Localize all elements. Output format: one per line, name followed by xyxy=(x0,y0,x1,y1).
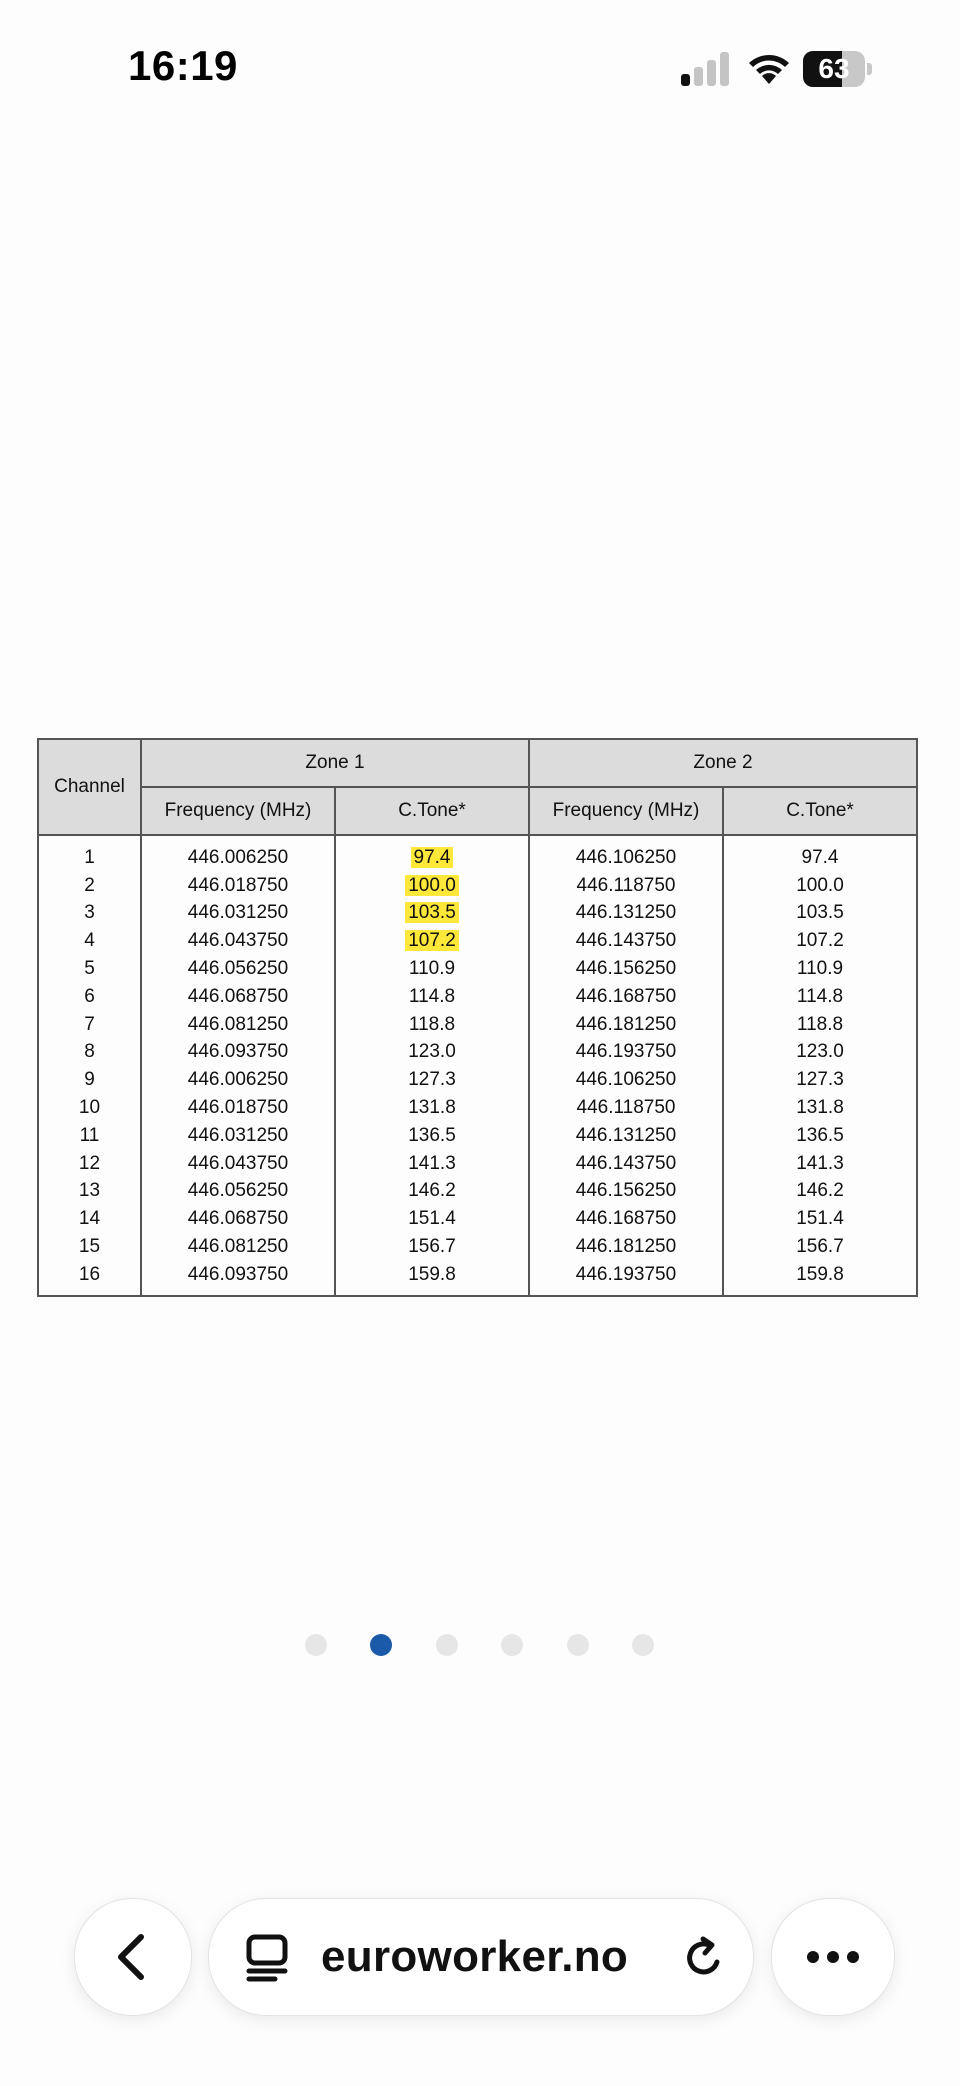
zone2-ctone-cell xyxy=(723,1122,917,1150)
channel-cell-text: 10 xyxy=(78,1097,101,1119)
zone2-ctone-cell-text: 123.0 xyxy=(796,1041,844,1063)
table-row xyxy=(38,872,917,900)
zone1-ctone-cell-text: 141.3 xyxy=(408,1152,456,1174)
zone2-ctone-cell-text: 141.3 xyxy=(796,1152,844,1174)
zone2-ctone-cell-text: 136.5 xyxy=(796,1124,844,1146)
zone1-frequency-cell xyxy=(141,900,335,928)
zone1-frequency-cell xyxy=(141,1178,335,1206)
zone2-frequency-cell-text: 446.143750 xyxy=(575,930,677,952)
zone1-frequency-cell-text: 446.081250 xyxy=(187,1236,289,1258)
zone2-ctone-cell xyxy=(723,1178,917,1206)
channel-cell-text: 9 xyxy=(84,1069,95,1091)
channel-cell-text: 1 xyxy=(84,846,95,868)
zone2-header: Zone 2 xyxy=(529,739,917,787)
zone1-frequency-cell xyxy=(141,1066,335,1094)
zone2-frequency-cell-text: 446.193750 xyxy=(575,1263,677,1285)
zone2-ctone-cell xyxy=(723,872,917,900)
channel-cell-text: 14 xyxy=(78,1208,101,1230)
zone2-ctone-cell xyxy=(723,1233,917,1261)
zone1-ctone-cell xyxy=(335,835,529,872)
zone2-frequency-header: Frequency (MHz) xyxy=(529,787,723,835)
zone1-ctone-cell-text: 118.8 xyxy=(408,1013,456,1035)
page-dot[interactable] xyxy=(501,1634,523,1656)
zone1-frequency-cell-text: 446.056250 xyxy=(187,958,289,980)
zone1-ctone-cell-text: 151.4 xyxy=(408,1208,456,1230)
more-dots-icon xyxy=(772,1899,894,2015)
table-row xyxy=(38,900,917,928)
channel-cell xyxy=(38,1066,141,1094)
zone2-frequency-cell xyxy=(529,983,723,1011)
frequency-table xyxy=(37,738,918,1297)
zone1-frequency-cell xyxy=(141,1233,335,1261)
zone1-frequency-cell-text: 446.081250 xyxy=(187,1013,289,1035)
zone2-ctone-cell-text: 151.4 xyxy=(796,1208,844,1230)
cellular-signal-icon xyxy=(681,52,731,86)
channel-cell xyxy=(38,983,141,1011)
channel-cell xyxy=(38,1122,141,1150)
zone1-ctone-cell xyxy=(335,1066,529,1094)
zone1-frequency-cell xyxy=(141,1122,335,1150)
zone2-frequency-cell xyxy=(529,1094,723,1122)
zone1-ctone-cell xyxy=(335,872,529,900)
zone2-ctone-cell xyxy=(723,900,917,928)
zone1-frequency-cell-text: 446.068750 xyxy=(187,1208,289,1230)
zone2-frequency-cell-text: 446.168750 xyxy=(575,985,677,1007)
zone1-ctone-cell-text: 107.2 xyxy=(405,930,459,951)
zone2-frequency-cell xyxy=(529,900,723,928)
back-button[interactable] xyxy=(74,1898,192,2016)
channel-cell xyxy=(38,927,141,955)
zone2-frequency-cell-text: 446.106250 xyxy=(575,846,677,868)
zone1-ctone-cell xyxy=(335,983,529,1011)
zone2-frequency-cell xyxy=(529,955,723,983)
channel-cell xyxy=(38,900,141,928)
channel-cell-text: 4 xyxy=(84,930,95,952)
zone1-frequency-cell-text: 446.031250 xyxy=(187,902,289,924)
zone1-frequency-header: Frequency (MHz) xyxy=(141,787,335,835)
zone1-ctone-cell xyxy=(335,955,529,983)
zone1-frequency-cell xyxy=(141,872,335,900)
channel-cell-text: 15 xyxy=(78,1236,101,1258)
zone2-frequency-cell-text: 446.181250 xyxy=(575,1236,677,1258)
zone1-frequency-cell xyxy=(141,927,335,955)
table-body xyxy=(38,835,917,1296)
zone2-frequency-cell xyxy=(529,1205,723,1233)
zone2-ctone-cell xyxy=(723,1039,917,1067)
channel-cell xyxy=(38,1011,141,1039)
zone2-frequency-cell-text: 446.156250 xyxy=(575,958,677,980)
table-row xyxy=(38,1261,917,1296)
zone2-frequency-cell-text: 446.106250 xyxy=(575,1069,677,1091)
zone2-ctone-cell xyxy=(723,835,917,872)
zone2-ctone-cell xyxy=(723,1261,917,1296)
zone2-ctone-cell-text: 131.8 xyxy=(796,1097,844,1119)
zone2-frequency-cell xyxy=(529,872,723,900)
zone1-frequency-cell-text: 446.056250 xyxy=(187,1180,289,1202)
page-dot[interactable] xyxy=(370,1634,392,1656)
status-bar xyxy=(0,0,960,140)
channel-cell xyxy=(38,835,141,872)
zone2-ctone-cell-text: 127.3 xyxy=(796,1069,844,1091)
zone1-frequency-cell-text: 446.006250 xyxy=(187,1069,289,1091)
zone1-ctone-cell-text: 136.5 xyxy=(408,1124,456,1146)
zone2-frequency-cell xyxy=(529,1178,723,1206)
table-row xyxy=(38,1178,917,1206)
zone2-frequency-cell-text: 446.118750 xyxy=(576,1097,676,1119)
zone2-frequency-cell-text: 446.181250 xyxy=(575,1013,677,1035)
zone2-ctone-cell xyxy=(723,1150,917,1178)
zone1-frequency-cell xyxy=(141,1150,335,1178)
zone1-ctone-cell xyxy=(335,1233,529,1261)
zone1-frequency-cell xyxy=(141,835,335,872)
zone2-frequency-cell xyxy=(529,835,723,872)
zone2-frequency-cell-text: 446.156250 xyxy=(575,1180,677,1202)
zone1-ctone-cell-text: 159.8 xyxy=(408,1263,456,1285)
zone2-frequency-cell-text: 446.143750 xyxy=(575,1152,677,1174)
channel-cell xyxy=(38,1039,141,1067)
zone1-ctone-cell-text: 114.8 xyxy=(408,985,456,1007)
zone2-ctone-cell-text: 97.4 xyxy=(801,846,839,868)
channel-cell-text: 11 xyxy=(79,1124,100,1146)
table-row xyxy=(38,1233,917,1261)
zone1-frequency-cell-text: 446.006250 xyxy=(187,846,289,868)
table-row xyxy=(38,835,917,872)
zone2-frequency-cell xyxy=(529,1066,723,1094)
zone2-frequency-cell-text: 446.131250 xyxy=(575,902,677,924)
zone1-ctone-cell xyxy=(335,1178,529,1206)
battery-icon xyxy=(803,51,873,87)
zone2-ctone-cell-text: 118.8 xyxy=(796,1013,844,1035)
table-row xyxy=(38,955,917,983)
zone1-ctone-cell-text: 103.5 xyxy=(405,902,459,923)
zone1-frequency-cell-text: 446.068750 xyxy=(187,985,289,1007)
zone2-frequency-cell-text: 446.193750 xyxy=(575,1041,677,1063)
zone1-header: Zone 1 xyxy=(141,739,529,787)
zone2-ctone-cell-text: 159.8 xyxy=(796,1263,844,1285)
wifi-icon xyxy=(746,50,792,86)
reload-icon[interactable] xyxy=(681,1935,727,1981)
page-indicator xyxy=(0,1632,960,1658)
channel-cell-text: 16 xyxy=(78,1263,101,1285)
zone2-ctone-cell xyxy=(723,927,917,955)
page-dot[interactable] xyxy=(436,1634,458,1656)
zone1-frequency-cell-text: 446.031250 xyxy=(187,1124,289,1146)
channel-cell xyxy=(38,955,141,983)
zone2-frequency-cell xyxy=(529,1122,723,1150)
zone1-frequency-cell-text: 446.018750 xyxy=(187,874,289,896)
zone1-ctone-cell xyxy=(335,927,529,955)
frequency-table-image xyxy=(37,738,916,1297)
battery-percent: 63 xyxy=(818,53,850,84)
zone1-frequency-cell-text: 446.043750 xyxy=(187,1152,289,1174)
table-row xyxy=(38,927,917,955)
channel-cell-text: 6 xyxy=(84,985,95,1007)
zone1-frequency-cell xyxy=(141,1039,335,1067)
reader-mode-icon[interactable] xyxy=(243,1933,291,1983)
channel-cell-text: 13 xyxy=(78,1180,101,1202)
zone2-frequency-cell xyxy=(529,1039,723,1067)
zone1-frequency-cell xyxy=(141,1094,335,1122)
zone1-ctone-cell xyxy=(335,1011,529,1039)
channel-header: Channel xyxy=(38,739,141,835)
zone1-ctone-cell xyxy=(335,1094,529,1122)
zone1-ctone-cell-text: 123.0 xyxy=(408,1041,456,1063)
zone1-frequency-cell-text: 446.093750 xyxy=(187,1041,289,1063)
page-dot[interactable] xyxy=(305,1634,327,1656)
zone2-ctone-cell xyxy=(723,1066,917,1094)
zone1-ctone-cell-text: 156.7 xyxy=(408,1236,456,1258)
zone2-ctone-cell xyxy=(723,1011,917,1039)
table-row xyxy=(38,1066,917,1094)
url-text[interactable]: euroworker.no xyxy=(321,1932,629,1981)
zone1-frequency-cell-text: 446.043750 xyxy=(187,930,289,952)
table-row xyxy=(38,1205,917,1233)
zone1-frequency-cell-text: 446.018750 xyxy=(187,1097,289,1119)
zone2-ctone-cell-text: 103.5 xyxy=(796,902,844,924)
zone2-frequency-cell xyxy=(529,1233,723,1261)
zone1-ctone-cell xyxy=(335,1261,529,1296)
more-button[interactable] xyxy=(771,1898,895,2016)
zone1-ctone-cell xyxy=(335,900,529,928)
zone1-frequency-cell-text: 446.093750 xyxy=(187,1263,289,1285)
zone2-ctone-cell-text: 114.8 xyxy=(796,985,844,1007)
zone2-ctone-cell xyxy=(723,955,917,983)
zone1-frequency-cell xyxy=(141,983,335,1011)
zone2-ctone-header: C.Tone* xyxy=(723,787,917,835)
zone2-ctone-cell-text: 110.9 xyxy=(796,958,844,980)
zone1-ctone-cell xyxy=(335,1150,529,1178)
zone2-ctone-cell xyxy=(723,1094,917,1122)
zone2-ctone-cell xyxy=(723,1205,917,1233)
zone1-ctone-cell-text: 127.3 xyxy=(408,1069,456,1091)
channel-cell-text: 2 xyxy=(84,874,95,896)
channel-cell xyxy=(38,1178,141,1206)
channel-cell xyxy=(38,1094,141,1122)
table-row xyxy=(38,1039,917,1067)
table-row xyxy=(38,983,917,1011)
zone1-frequency-cell xyxy=(141,1205,335,1233)
zone2-frequency-cell-text: 446.168750 xyxy=(575,1208,677,1230)
channel-cell-text: 8 xyxy=(84,1041,95,1063)
zone1-ctone-cell-text: 110.9 xyxy=(408,958,456,980)
channel-cell xyxy=(38,872,141,900)
page-dot[interactable] xyxy=(567,1634,589,1656)
zone1-ctone-cell xyxy=(335,1122,529,1150)
zone1-ctone-cell-text: 146.2 xyxy=(408,1180,456,1202)
zone2-ctone-cell-text: 146.2 xyxy=(796,1180,844,1202)
channel-cell-text: 7 xyxy=(84,1013,95,1035)
table-row xyxy=(38,1150,917,1178)
zone2-ctone-cell-text: 100.0 xyxy=(796,874,844,896)
table-row xyxy=(38,1011,917,1039)
channel-cell-text: 3 xyxy=(84,902,95,924)
page-dot[interactable] xyxy=(632,1634,654,1656)
chevron-left-icon xyxy=(75,1899,191,2015)
zone2-ctone-cell-text: 156.7 xyxy=(796,1236,844,1258)
zone1-frequency-cell xyxy=(141,1261,335,1296)
channel-cell xyxy=(38,1233,141,1261)
zone1-frequency-cell xyxy=(141,955,335,983)
table-row xyxy=(38,1122,917,1150)
status-time: 16:19 xyxy=(128,42,238,89)
address-bar[interactable] xyxy=(208,1898,754,2016)
zone2-frequency-cell xyxy=(529,1150,723,1178)
zone2-frequency-cell-text: 446.118750 xyxy=(576,874,676,896)
zone1-ctone-header: C.Tone* xyxy=(335,787,529,835)
zone1-ctone-cell-text: 131.8 xyxy=(408,1097,456,1119)
zone2-frequency-cell xyxy=(529,927,723,955)
channel-cell xyxy=(38,1261,141,1296)
channel-cell xyxy=(38,1150,141,1178)
zone2-frequency-cell-text: 446.131250 xyxy=(575,1124,677,1146)
zone2-frequency-cell xyxy=(529,1011,723,1039)
channel-cell xyxy=(38,1205,141,1233)
zone1-ctone-cell xyxy=(335,1205,529,1233)
channel-cell-text: 12 xyxy=(78,1152,101,1174)
zone1-ctone-cell-text: 97.4 xyxy=(411,847,454,868)
table-row xyxy=(38,1094,917,1122)
zone1-frequency-cell xyxy=(141,1011,335,1039)
zone2-frequency-cell xyxy=(529,1261,723,1296)
zone2-ctone-cell-text: 107.2 xyxy=(796,930,844,952)
zone2-ctone-cell xyxy=(723,983,917,1011)
channel-cell-text: 5 xyxy=(84,958,95,980)
zone1-ctone-cell-text: 100.0 xyxy=(405,875,459,896)
zone1-ctone-cell xyxy=(335,1039,529,1067)
